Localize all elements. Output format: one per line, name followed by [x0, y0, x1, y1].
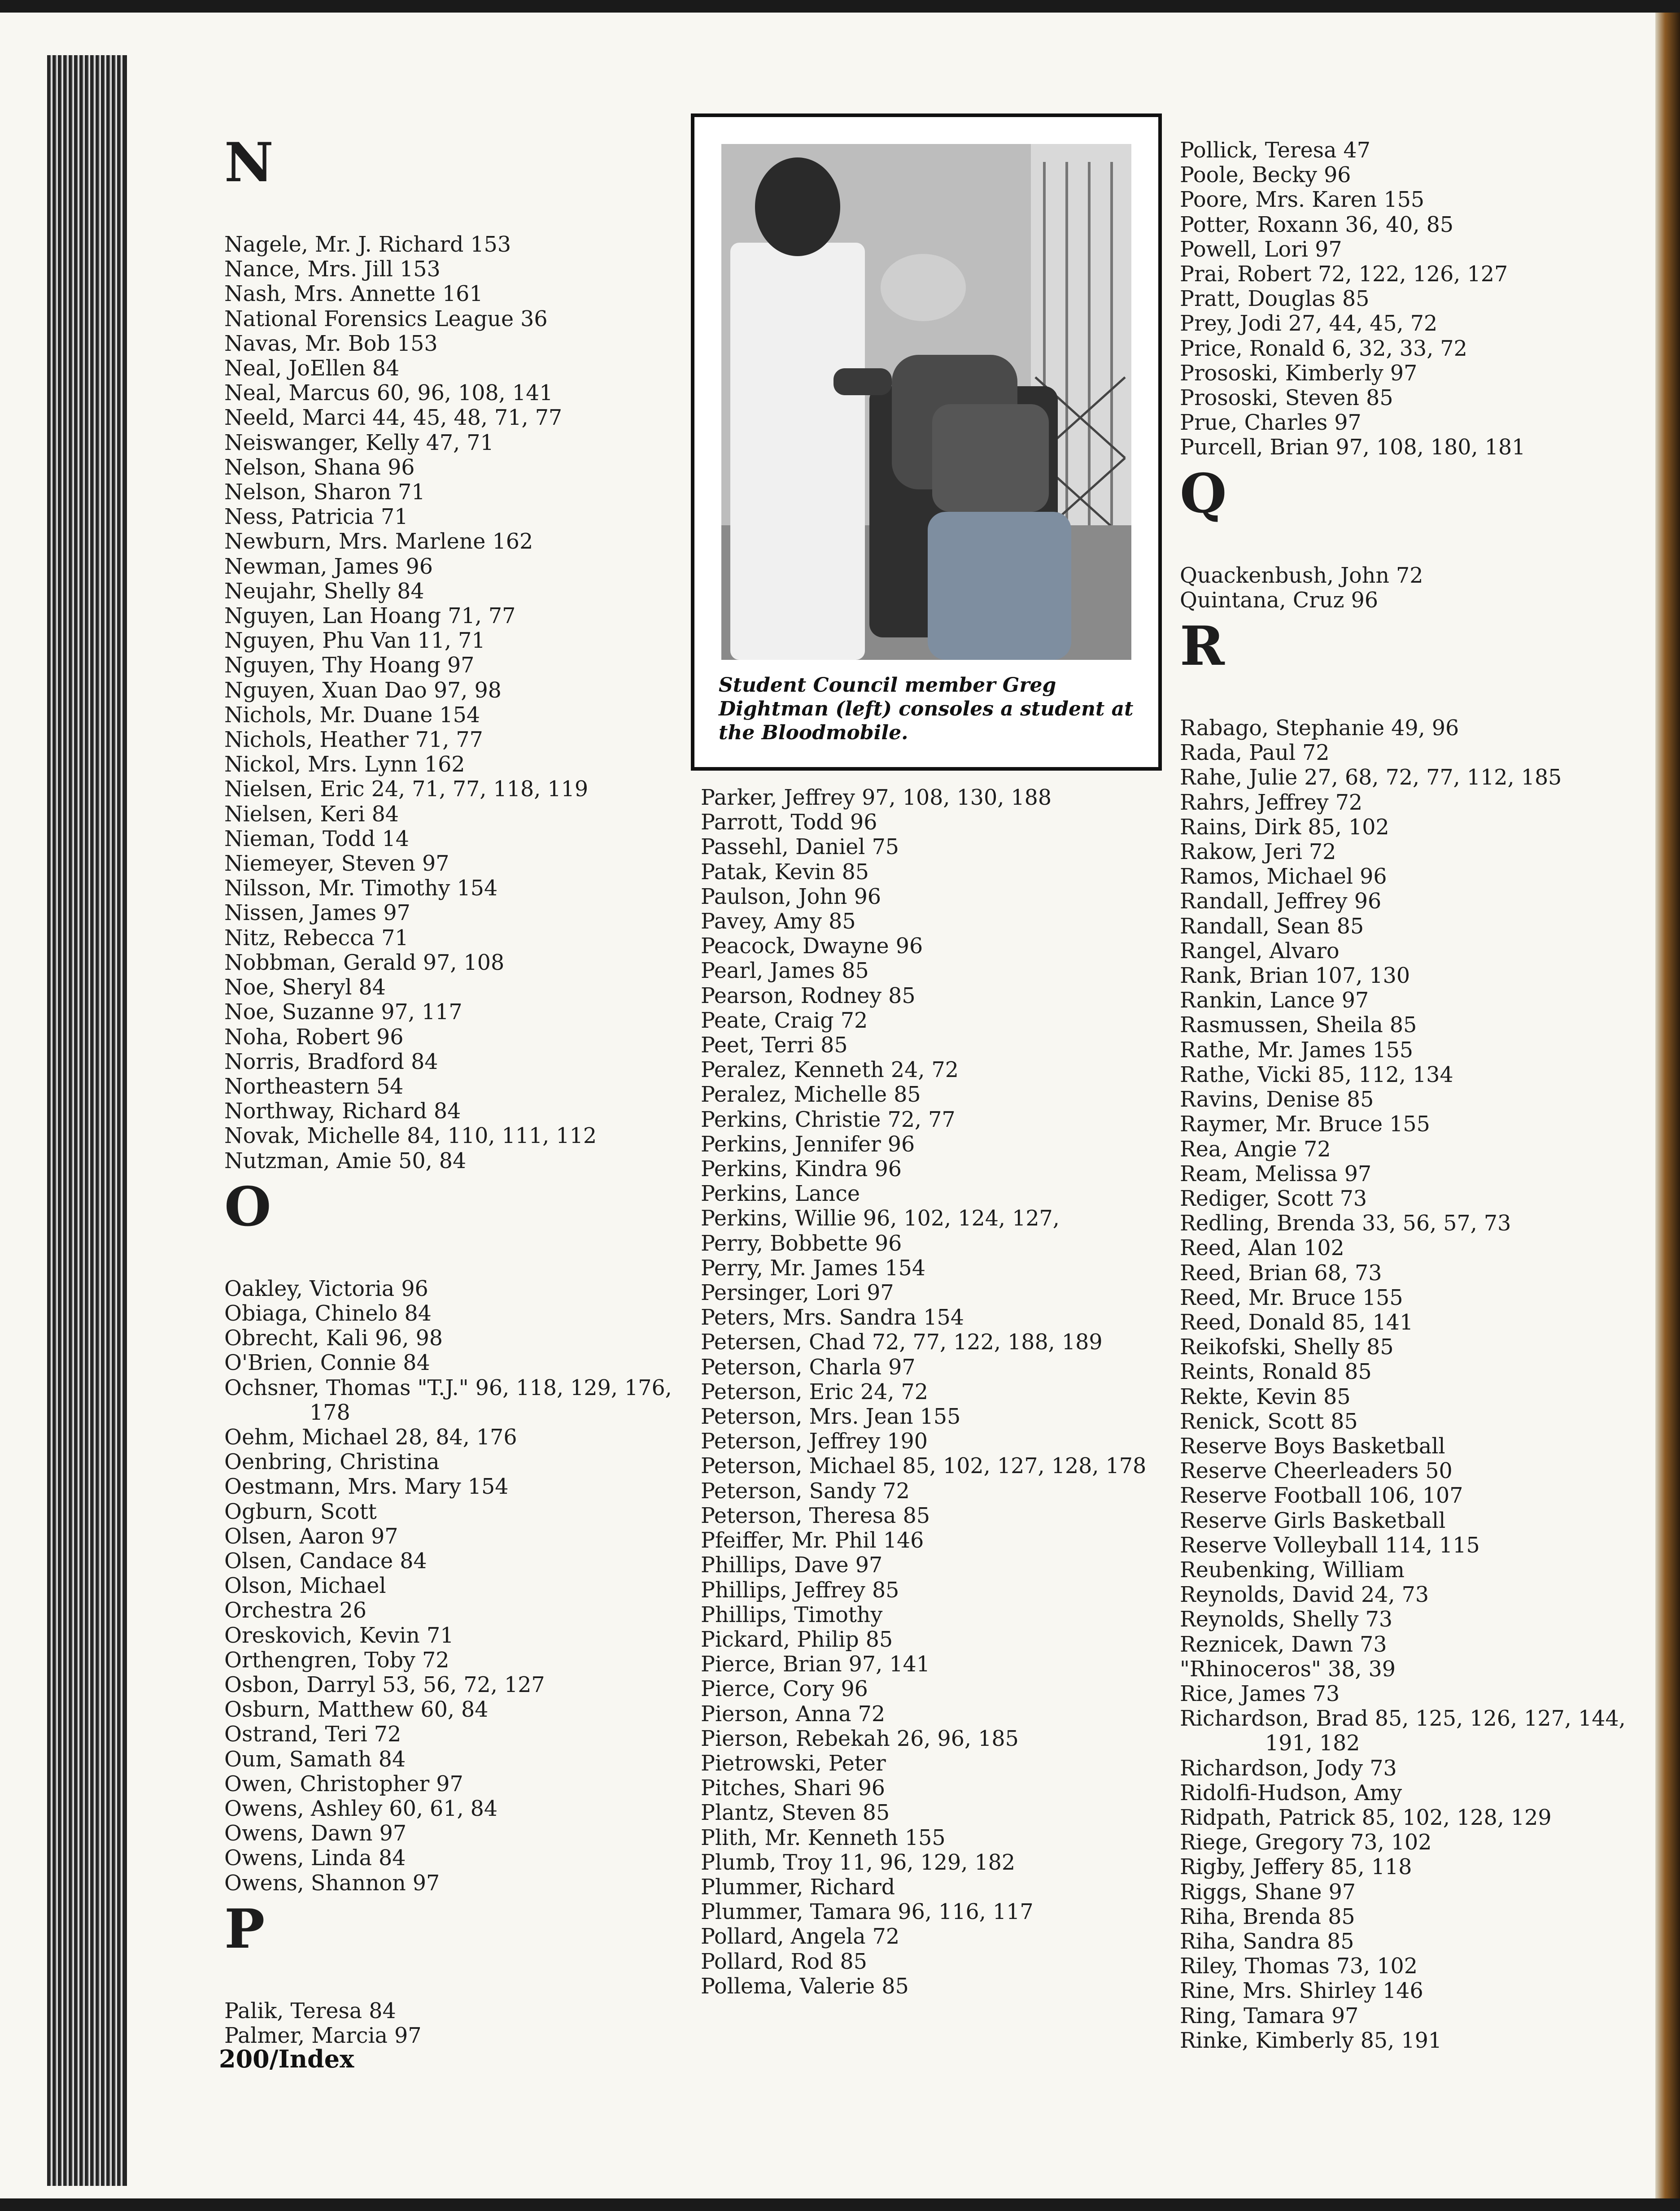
index-entry: Pierson, Anna 72: [701, 1701, 886, 1727]
index-entry: Reznicek, Dawn 73: [1180, 1632, 1387, 1657]
index-entry: Rahe, Julie 27, 68, 72, 77, 112, 185: [1180, 765, 1562, 790]
index-entry: Rangel, Alvaro: [1180, 938, 1340, 964]
index-entry: Richardson, Brad 85, 125, 126, 127, 144,: [1180, 1706, 1626, 1731]
index-entry: Reserve Cheerleaders 50: [1180, 1459, 1453, 1484]
index-entry: Renick, Scott 85: [1180, 1409, 1358, 1434]
index-entry: Nilsson, Mr. Timothy 154: [224, 876, 498, 901]
index-entry: Pietrowski, Peter: [701, 1751, 886, 1776]
index-entry: Rinke, Kimberly 85, 191: [1180, 2028, 1442, 2053]
index-entry: Nichols, Mr. Duane 154: [224, 702, 480, 728]
index-entry: Nguyen, Xuan Dao 97, 98: [224, 678, 502, 703]
index-entry: Peterson, Theresa 85: [701, 1503, 930, 1528]
index-entry: Navas, Mr. Bob 153: [224, 331, 438, 356]
index-entry: Prai, Robert 72, 122, 126, 127: [1180, 262, 1508, 287]
index-entry: Ridpath, Patrick 85, 102, 128, 129: [1180, 1805, 1552, 1830]
index-entry: Nielsen, Keri 84: [224, 802, 399, 827]
index-entry: Randall, Jeffrey 96: [1180, 889, 1382, 914]
index-entry: Phillips, Jeffrey 85: [701, 1578, 899, 1603]
index-entry: Nutzman, Amie 50, 84: [224, 1148, 467, 1173]
index-entry: Patak, Kevin 85: [701, 859, 869, 885]
index-entry: Palmer, Marcia 97: [224, 2023, 422, 2048]
index-entry: Rabago, Stephanie 49, 96: [1180, 716, 1459, 741]
index-entry: 178: [310, 1400, 350, 1425]
index-entry: Poole, Becky 96: [1180, 163, 1351, 188]
index-entry: Nance, Mrs. Jill 153: [224, 257, 441, 282]
index-entry: Plummer, Richard: [701, 1875, 895, 1900]
index-entry: Peterson, Michael 85, 102, 127, 128, 178: [701, 1454, 1147, 1479]
index-column-1: [224, 129, 672, 2048]
index-entry: Norris, Bradford 84: [224, 1049, 438, 1074]
index-entry: Peterson, Eric 24, 72: [701, 1379, 928, 1404]
index-entry: Rada, Paul 72: [1180, 741, 1330, 766]
index-entry: Olsen, Candace 84: [224, 1548, 427, 1574]
index-entry: Ochsner, Thomas "T.J." 96, 118, 129, 176,: [224, 1375, 672, 1400]
index-entry: Prososki, Kimberly 97: [1180, 361, 1418, 386]
index-entry: Paulson, John 96: [701, 884, 881, 909]
index-entry: Pierce, Cory 96: [701, 1677, 868, 1702]
index-entry: Nichols, Heather 71, 77: [224, 728, 483, 753]
index-entry: Perkins, Christie 72, 77: [701, 1107, 956, 1132]
index-entry: Neal, JoEllen 84: [224, 356, 400, 381]
index-entry: Osburn, Matthew 60, 84: [224, 1697, 489, 1723]
index-entry: Peacock, Dwayne 96: [701, 934, 923, 959]
index-entry: Newman, James 96: [224, 554, 433, 579]
index-entry: Peterson, Jeffrey 190: [701, 1429, 928, 1454]
index-entry: Osbon, Darryl 53, 56, 72, 127: [224, 1672, 545, 1697]
index-entry: Noe, Sheryl 84: [224, 975, 386, 1000]
index-entry: Phillips, Dave 97: [701, 1553, 883, 1578]
index-entry: Pitches, Shari 96: [701, 1776, 886, 1801]
index-entry: Plith, Mr. Kenneth 155: [701, 1825, 946, 1850]
index-entry: Peet, Terri 85: [701, 1033, 848, 1058]
index-entry: Rice, James 73: [1180, 1681, 1340, 1706]
index-entry: Purcell, Brian 97, 108, 180, 181: [1180, 435, 1526, 460]
index-entry: Northway, Richard 84: [224, 1099, 461, 1124]
index-entry: Powell, Lori 97: [1180, 237, 1342, 262]
index-entry: Ridolfi-Hudson, Amy: [1180, 1780, 1402, 1805]
index-entry: Poore, Mrs. Karen 155: [1180, 188, 1425, 213]
index-entry: Perkins, Lance: [701, 1182, 860, 1207]
index-entry: Owen, Christopher 97: [224, 1771, 463, 1797]
index-entry: Perkins, Jennifer 96: [701, 1132, 915, 1157]
index-entry: Neeld, Marci 44, 45, 48, 71, 77: [224, 406, 563, 431]
index-entry: Newburn, Mrs. Marlene 162: [224, 529, 533, 554]
index-entry: Oum, Samath 84: [224, 1747, 406, 1772]
index-entry: Reed, Alan 102: [1180, 1236, 1344, 1261]
index-entry: Nieman, Todd 14: [224, 826, 409, 851]
index-entry: Nash, Mrs. Annette 161: [224, 282, 483, 307]
index-entry: Neiswanger, Kelly 47, 71: [224, 430, 494, 455]
bloodmobile-photo: [721, 144, 1131, 660]
photo-illustration: [721, 144, 1131, 660]
index-entry: Perry, Bobbette 96: [701, 1231, 902, 1256]
index-entry: Rains, Dirk 85, 102: [1180, 815, 1389, 840]
index-entry: Rahrs, Jeffrey 72: [1180, 790, 1363, 815]
index-entry: Neal, Marcus 60, 96, 108, 141: [224, 381, 553, 406]
index-entry: Plummer, Tamara 96, 116, 117: [701, 1900, 1034, 1925]
index-entry: Nagele, Mr. J. Richard 153: [224, 232, 511, 257]
index-entry: Novak, Michelle 84, 110, 111, 112: [224, 1124, 597, 1149]
index-entry: Nguyen, Thy Hoang 97: [224, 653, 475, 678]
index-entry: Nitz, Rebecca 71: [224, 925, 409, 951]
index-entry: Plumb, Troy 11, 96, 129, 182: [701, 1850, 1016, 1875]
index-entry: Potter, Roxann 36, 40, 85: [1180, 212, 1454, 237]
index-entry: Olsen, Aaron 97: [224, 1524, 398, 1549]
index-entry: "Rhinoceros" 38, 39: [1180, 1657, 1396, 1682]
index-entry: Obrecht, Kali 96, 98: [224, 1326, 443, 1351]
index-entry: Noe, Suzanne 97, 117: [224, 1000, 463, 1025]
index-entry: Redling, Brenda 33, 56, 57, 73: [1180, 1211, 1511, 1236]
index-entry: Pollick, Teresa 47: [1180, 138, 1370, 163]
index-entry: Reubenking, William: [1180, 1557, 1405, 1583]
section-letter: R: [1180, 615, 1225, 678]
index-entry: Nissen, James 97: [224, 901, 410, 926]
index-entry: Ring, Tamara 97: [1180, 2003, 1359, 2028]
index-entry: Pratt, Douglas 85: [1180, 287, 1370, 312]
index-entry: Reserve Boys Basketball: [1180, 1434, 1445, 1459]
index-entry: Noha, Robert 96: [224, 1025, 404, 1050]
index-entry: Price, Ronald 6, 32, 33, 72: [1180, 336, 1467, 361]
index-entry: Oakley, Victoria 96: [224, 1276, 428, 1301]
index-entry: Oreskovich, Kevin 71: [224, 1623, 454, 1648]
index-entry: Raymer, Mr. Bruce 155: [1180, 1112, 1430, 1137]
index-entry: Niemeyer, Steven 97: [224, 851, 449, 877]
index-entry: 191, 182: [1265, 1731, 1360, 1756]
index-entry: Oestmann, Mrs. Mary 154: [224, 1474, 509, 1500]
section-letter: Q: [1180, 462, 1227, 525]
index-entry: Orchestra 26: [224, 1598, 367, 1623]
index-entry: Rakow, Jeri 72: [1180, 840, 1336, 865]
index-entry: Quackenbush, John 72: [1180, 563, 1423, 588]
index-entry: Rekte, Kevin 85: [1180, 1384, 1351, 1409]
index-entry: Prey, Jodi 27, 44, 45, 72: [1180, 311, 1438, 336]
photo-caption: Student Council member Greg Dightman (left) consoles a student at the Bloodmobile.: [719, 674, 1134, 744]
index-entry: Ostrand, Teri 72: [224, 1722, 401, 1747]
index-entry: Pickard, Philip 85: [701, 1627, 893, 1652]
index-entry: Reed, Brian 68, 73: [1180, 1260, 1382, 1286]
index-entry: Northeastern 54: [224, 1074, 404, 1099]
index-entry: Rathe, Vicki 85, 112, 134: [1180, 1062, 1453, 1087]
index-entry: Pollema, Valerie 85: [701, 1974, 909, 1999]
index-entry: Peterson, Sandy 72: [701, 1478, 910, 1504]
index-entry: Petersen, Chad 72, 77, 122, 188, 189: [701, 1330, 1103, 1355]
index-entry: Nelson, Shana 96: [224, 455, 415, 480]
index-entry: Rank, Brian 107, 130: [1180, 964, 1410, 989]
index-entry: Ravins, Denise 85: [1180, 1087, 1374, 1112]
index-entry: Reed, Donald 85, 141: [1180, 1310, 1414, 1335]
index-entry: Reynolds, David 24, 73: [1180, 1583, 1429, 1608]
index-entry: Obiaga, Chinelo 84: [224, 1301, 432, 1326]
index-entry: Pearl, James 85: [701, 959, 869, 984]
index-entry: Peterson, Mrs. Jean 155: [701, 1404, 961, 1430]
index-entry: Pierce, Brian 97, 141: [701, 1652, 930, 1677]
index-entry: Pavey, Amy 85: [701, 909, 856, 934]
index-entry: Prue, Charles 97: [1180, 410, 1361, 436]
index-entry: Reserve Volleyball 114, 115: [1180, 1533, 1480, 1558]
index-column-3: [1180, 138, 1626, 2053]
index-entry: Randall, Sean 85: [1180, 914, 1364, 939]
index-entry: Riha, Sandra 85: [1180, 1929, 1354, 1954]
index-entry: Pfeiffer, Mr. Phil 146: [701, 1528, 924, 1553]
index-entry: Oehm, Michael 28, 84, 176: [224, 1425, 517, 1450]
index-entry: Pearson, Rodney 85: [701, 983, 916, 1008]
index-entry: Reynolds, Shelly 73: [1180, 1607, 1393, 1632]
index-entry: Owens, Linda 84: [224, 1846, 406, 1871]
index-entry: Ramos, Michael 96: [1180, 864, 1387, 890]
index-entry: Oenbring, Christina: [224, 1450, 440, 1475]
index-entry: Phillips, Timothy: [701, 1602, 883, 1627]
yearbook-page: [0, 13, 1680, 2198]
index-entry: Perkins, Kindra 96: [701, 1157, 902, 1182]
index-entry: Reed, Mr. Bruce 155: [1180, 1285, 1403, 1310]
index-entry: Riha, Brenda 85: [1180, 1904, 1355, 1929]
index-entry: Nelson, Sharon 71: [224, 480, 425, 505]
index-entry: Owens, Ashley 60, 61, 84: [224, 1796, 498, 1821]
index-entry: Peterson, Charla 97: [701, 1355, 916, 1380]
index-entry: Parker, Jeffrey 97, 108, 130, 188: [701, 785, 1052, 810]
index-entry: Reserve Girls Basketball: [1180, 1508, 1446, 1533]
index-entry: Palik, Teresa 84: [224, 1998, 396, 2023]
section-letter: O: [224, 1175, 271, 1239]
section-letter: P: [224, 1897, 265, 1961]
section-letter: N: [224, 131, 274, 194]
index-entry: Reints, Ronald 85: [1180, 1360, 1372, 1385]
index-entry: Peters, Mrs. Sandra 154: [701, 1305, 964, 1330]
index-entry: Ream, Melissa 97: [1180, 1161, 1372, 1186]
index-entry: Rea, Angie 72: [1180, 1137, 1331, 1162]
index-entry: Rigby, Jeffery 85, 118: [1180, 1855, 1412, 1880]
index-entry: Rediger, Scott 73: [1180, 1186, 1367, 1211]
index-entry: Peralez, Michelle 85: [701, 1082, 921, 1108]
index-entry: Reikofski, Shelly 85: [1180, 1335, 1394, 1360]
index-entry: Pollard, Angela 72: [701, 1924, 900, 1949]
index-entry: O'Brien, Connie 84: [224, 1351, 430, 1376]
index-entry: Pierson, Rebekah 26, 96, 185: [701, 1726, 1019, 1751]
index-entry: Peralez, Kenneth 24, 72: [701, 1058, 959, 1083]
index-entry: Neujahr, Shelly 84: [224, 579, 424, 604]
index-entry: Riggs, Shane 97: [1180, 1880, 1356, 1905]
index-entry: Parrott, Todd 96: [701, 810, 877, 835]
index-entry: Ness, Patricia 71: [224, 505, 408, 530]
index-entry: Rine, Mrs. Shirley 146: [1180, 1979, 1423, 2004]
index-entry: Owens, Dawn 97: [224, 1821, 407, 1846]
page-number-label: 200/Index: [219, 2045, 354, 2073]
index-entry: Richardson, Jody 73: [1180, 1756, 1397, 1781]
index-entry: Ogburn, Scott: [224, 1499, 377, 1524]
index-entry: Rathe, Mr. James 155: [1180, 1038, 1414, 1063]
index-column-2: [701, 785, 1146, 1999]
index-entry: Quintana, Cruz 96: [1180, 588, 1379, 613]
index-entry: Persinger, Lori 97: [701, 1281, 894, 1306]
index-entry: Orthengren, Toby 72: [224, 1648, 449, 1673]
index-entry: Nickol, Mrs. Lynn 162: [224, 752, 465, 777]
index-entry: Rasmussen, Sheila 85: [1180, 1013, 1417, 1038]
index-entry: Perkins, Willie 96, 102, 124, 127,: [701, 1206, 1060, 1231]
index-entry: Riley, Thomas 73, 102: [1180, 1954, 1418, 1979]
index-entry: Plantz, Steven 85: [701, 1801, 890, 1826]
index-entry: Peate, Craig 72: [701, 1008, 868, 1033]
book-cover-edge: [1655, 13, 1680, 2198]
index-entry: Owens, Shannon 97: [224, 1871, 440, 1896]
index-entry: Passehl, Daniel 75: [701, 835, 899, 860]
index-entry: Prososki, Steven 85: [1180, 386, 1393, 411]
index-entry: Perry, Mr. James 154: [701, 1256, 926, 1281]
index-entry: Pollard, Rod 85: [701, 1949, 867, 1974]
index-entry: Nielsen, Eric 24, 71, 77, 118, 119: [224, 777, 589, 802]
index-entry: Riege, Gregory 73, 102: [1180, 1830, 1432, 1855]
index-entry: National Forensics League 36: [224, 306, 548, 331]
index-entry: Nobbman, Gerald 97, 108: [224, 950, 505, 975]
index-entry: Nguyen, Phu Van 11, 71: [224, 628, 485, 654]
photo-frame: [691, 113, 1162, 771]
index-entry: Nguyen, Lan Hoang 71, 77: [224, 604, 516, 629]
index-entry: Rankin, Lance 97: [1180, 988, 1369, 1013]
index-entry: Reserve Football 106, 107: [1180, 1483, 1463, 1509]
book-spine-edge: [47, 55, 127, 2186]
index-entry: Olson, Michael: [224, 1574, 386, 1599]
